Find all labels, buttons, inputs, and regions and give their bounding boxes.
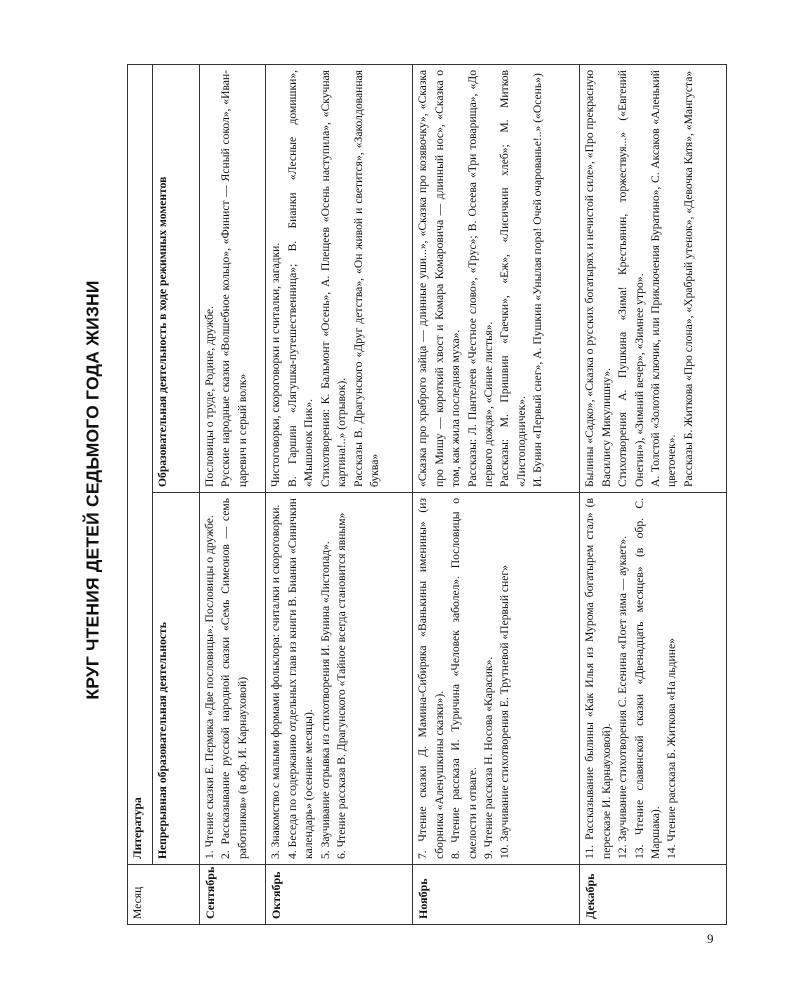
table-row-december xyxy=(580,64,727,924)
list-item: Русские народные сказки «Волшебное кольцо», «Финист — Ясный сокол», «Иван-царевич и серый волк» xyxy=(219,69,249,487)
col1-cell xyxy=(200,493,266,865)
header-row xyxy=(128,64,153,924)
list-item: А. Толстой «Золотой ключик, или Приключения Буратино», С. Аксаков «Аленький цветочек». xyxy=(648,69,679,487)
col1-cell xyxy=(580,493,727,865)
month-cell: Ноябрь xyxy=(413,865,580,925)
table-row-september xyxy=(200,64,266,924)
list-item: Рассказы: Л. Пантелеев «Честное слово», «Трус»; В. Осеева «Три товарища», «До первого дождя», «Синие листья». xyxy=(465,69,496,487)
col1-cell xyxy=(266,493,413,865)
list-item: 14. Чтение рассказа Б. Житкова «На льдине» xyxy=(665,638,679,859)
list-item: Стихотворения А. Пушкина «Зима! Крестьянин, торжествуя...» («Евгений Онегин»), «Зимний вечер», «Зимнее утро». xyxy=(616,69,646,487)
list-item: Стихотворения: К. Бальмонт «Осень», А. Плещеев «Осень наступила», «Скучная картина!..» (отрывок). xyxy=(318,69,349,487)
list-item: 6. Чтение рассказа В. Драгунского «Тайное всегда становится явным» xyxy=(335,512,349,859)
list-item: 13. Чтение славянской сказки «Двенадцать месяцев» (в обр. С. Маршака). xyxy=(632,498,662,859)
month-cell: Октябрь xyxy=(266,865,413,925)
list-item: Чистоговорки, скороговорки и считалки, загадки. xyxy=(269,242,283,487)
list-item: Былины «Садко», «Сказка о русских богатырях и нечистой силе», «Про прекрасную Василису Микулишну». xyxy=(583,69,613,487)
col2-cell xyxy=(580,64,727,492)
list-item: Рассказы: М. Пришвин «Гаечки», «Еж», «Лисичкин хлеб»; М. Митков «Листоподничек». xyxy=(498,69,528,487)
month-cell: Сентябрь xyxy=(200,865,266,925)
list-item: 12. Заучивание стихотворения С. Есенина «Поет зима — аукает». xyxy=(616,535,630,859)
list-item: 2. Рассказывание русской народной сказки «Семь Симеонов — семь работников» (в обр. И. Карнауховой) xyxy=(219,498,249,859)
col1-cell xyxy=(413,493,580,865)
table-row-october xyxy=(266,64,413,924)
list-item: 4. Беседа по содержанию отдельных глав из книги В. Бианки «Синичкин календарь» (осенние месяцы). xyxy=(285,498,316,859)
list-item: 5. Заучивание отрывка из стихотворения И. Бунина «Листопад». xyxy=(318,541,332,859)
reading-table xyxy=(127,64,727,925)
list-item: В. Гаршин «Лягушка-путешественница»; В. Бианки «Лесные домишки», «Мышонок Пик». xyxy=(285,69,316,487)
list-item: 8. Чтение рассказа И. Туричина «Человек заболел». Пословицы о смелости и отваге. xyxy=(449,498,479,859)
list-item: 9. Чтение рассказа Н. Носова «Карасик». xyxy=(482,656,496,859)
list-item: И. Бунин «Первый снег», А. Пушкин «Унылая пора! Очей очарованье!..» («Осень») xyxy=(531,73,545,487)
month-header: Месяц xyxy=(128,865,200,925)
list-item: 11. Рассказывание былины «Как Илья из Мурома богатырем стал» (в пересказе И. Карнауховой). xyxy=(583,498,613,859)
subheader-row xyxy=(153,64,200,924)
page-title: КРУГ ЧТЕНИЯ ДЕТЕЙ СЕДЬМОГО ГОДА ЖИЗНИ xyxy=(82,280,103,700)
table-row-november xyxy=(413,64,580,924)
list-item: Пословицы о труде, Родине, дружбе. xyxy=(203,306,216,487)
col2-cell xyxy=(266,64,413,492)
col2-cell xyxy=(413,64,580,492)
col2-cell xyxy=(200,64,266,492)
page-number: 9 xyxy=(707,931,714,946)
list-item: 3. Знакомство с малыми формами фольклора: считалки и скороговорки. xyxy=(269,504,283,859)
list-item: 1. Чтение сказки Е. Пермяка «Две пословицы». Пословицы о дружбе. xyxy=(203,515,216,859)
col2-header: Образовательная деятельность в ходе режимных моментов xyxy=(153,64,200,492)
list-item: «Сказка про храброго зайца — длинные уши...», «Сказка про козявочку», «Сказка про Мишу — короткий хвост и Комара Комаровича — длинный нос», «Сказка о том, как жила последняя муха». xyxy=(416,69,463,487)
list-item: 7. Чтение сказки Д. Мамина-Сибиряка «Ванькины именины» (из сборника «Аленушкины сказки»). xyxy=(416,498,446,859)
list-item: Рассказы Б. Житкова «Про слона», «Храбрый утенок», «Девочка Катя», «Мангуста» xyxy=(681,70,695,487)
literature-header: Литература xyxy=(128,64,153,864)
list-item: 10. Заучивание стихотворения Е. Трутневой «Первый снег» xyxy=(498,565,512,859)
month-cell: Декабрь xyxy=(580,865,727,925)
col1-header: Непрерывная образовательная деятельность xyxy=(153,493,200,865)
rotated-table-wrapper xyxy=(127,65,727,925)
list-item: Рассказы В. Драгунского «Друг детства», «Он живой и светится», «Заколдованная буква» xyxy=(351,69,382,487)
